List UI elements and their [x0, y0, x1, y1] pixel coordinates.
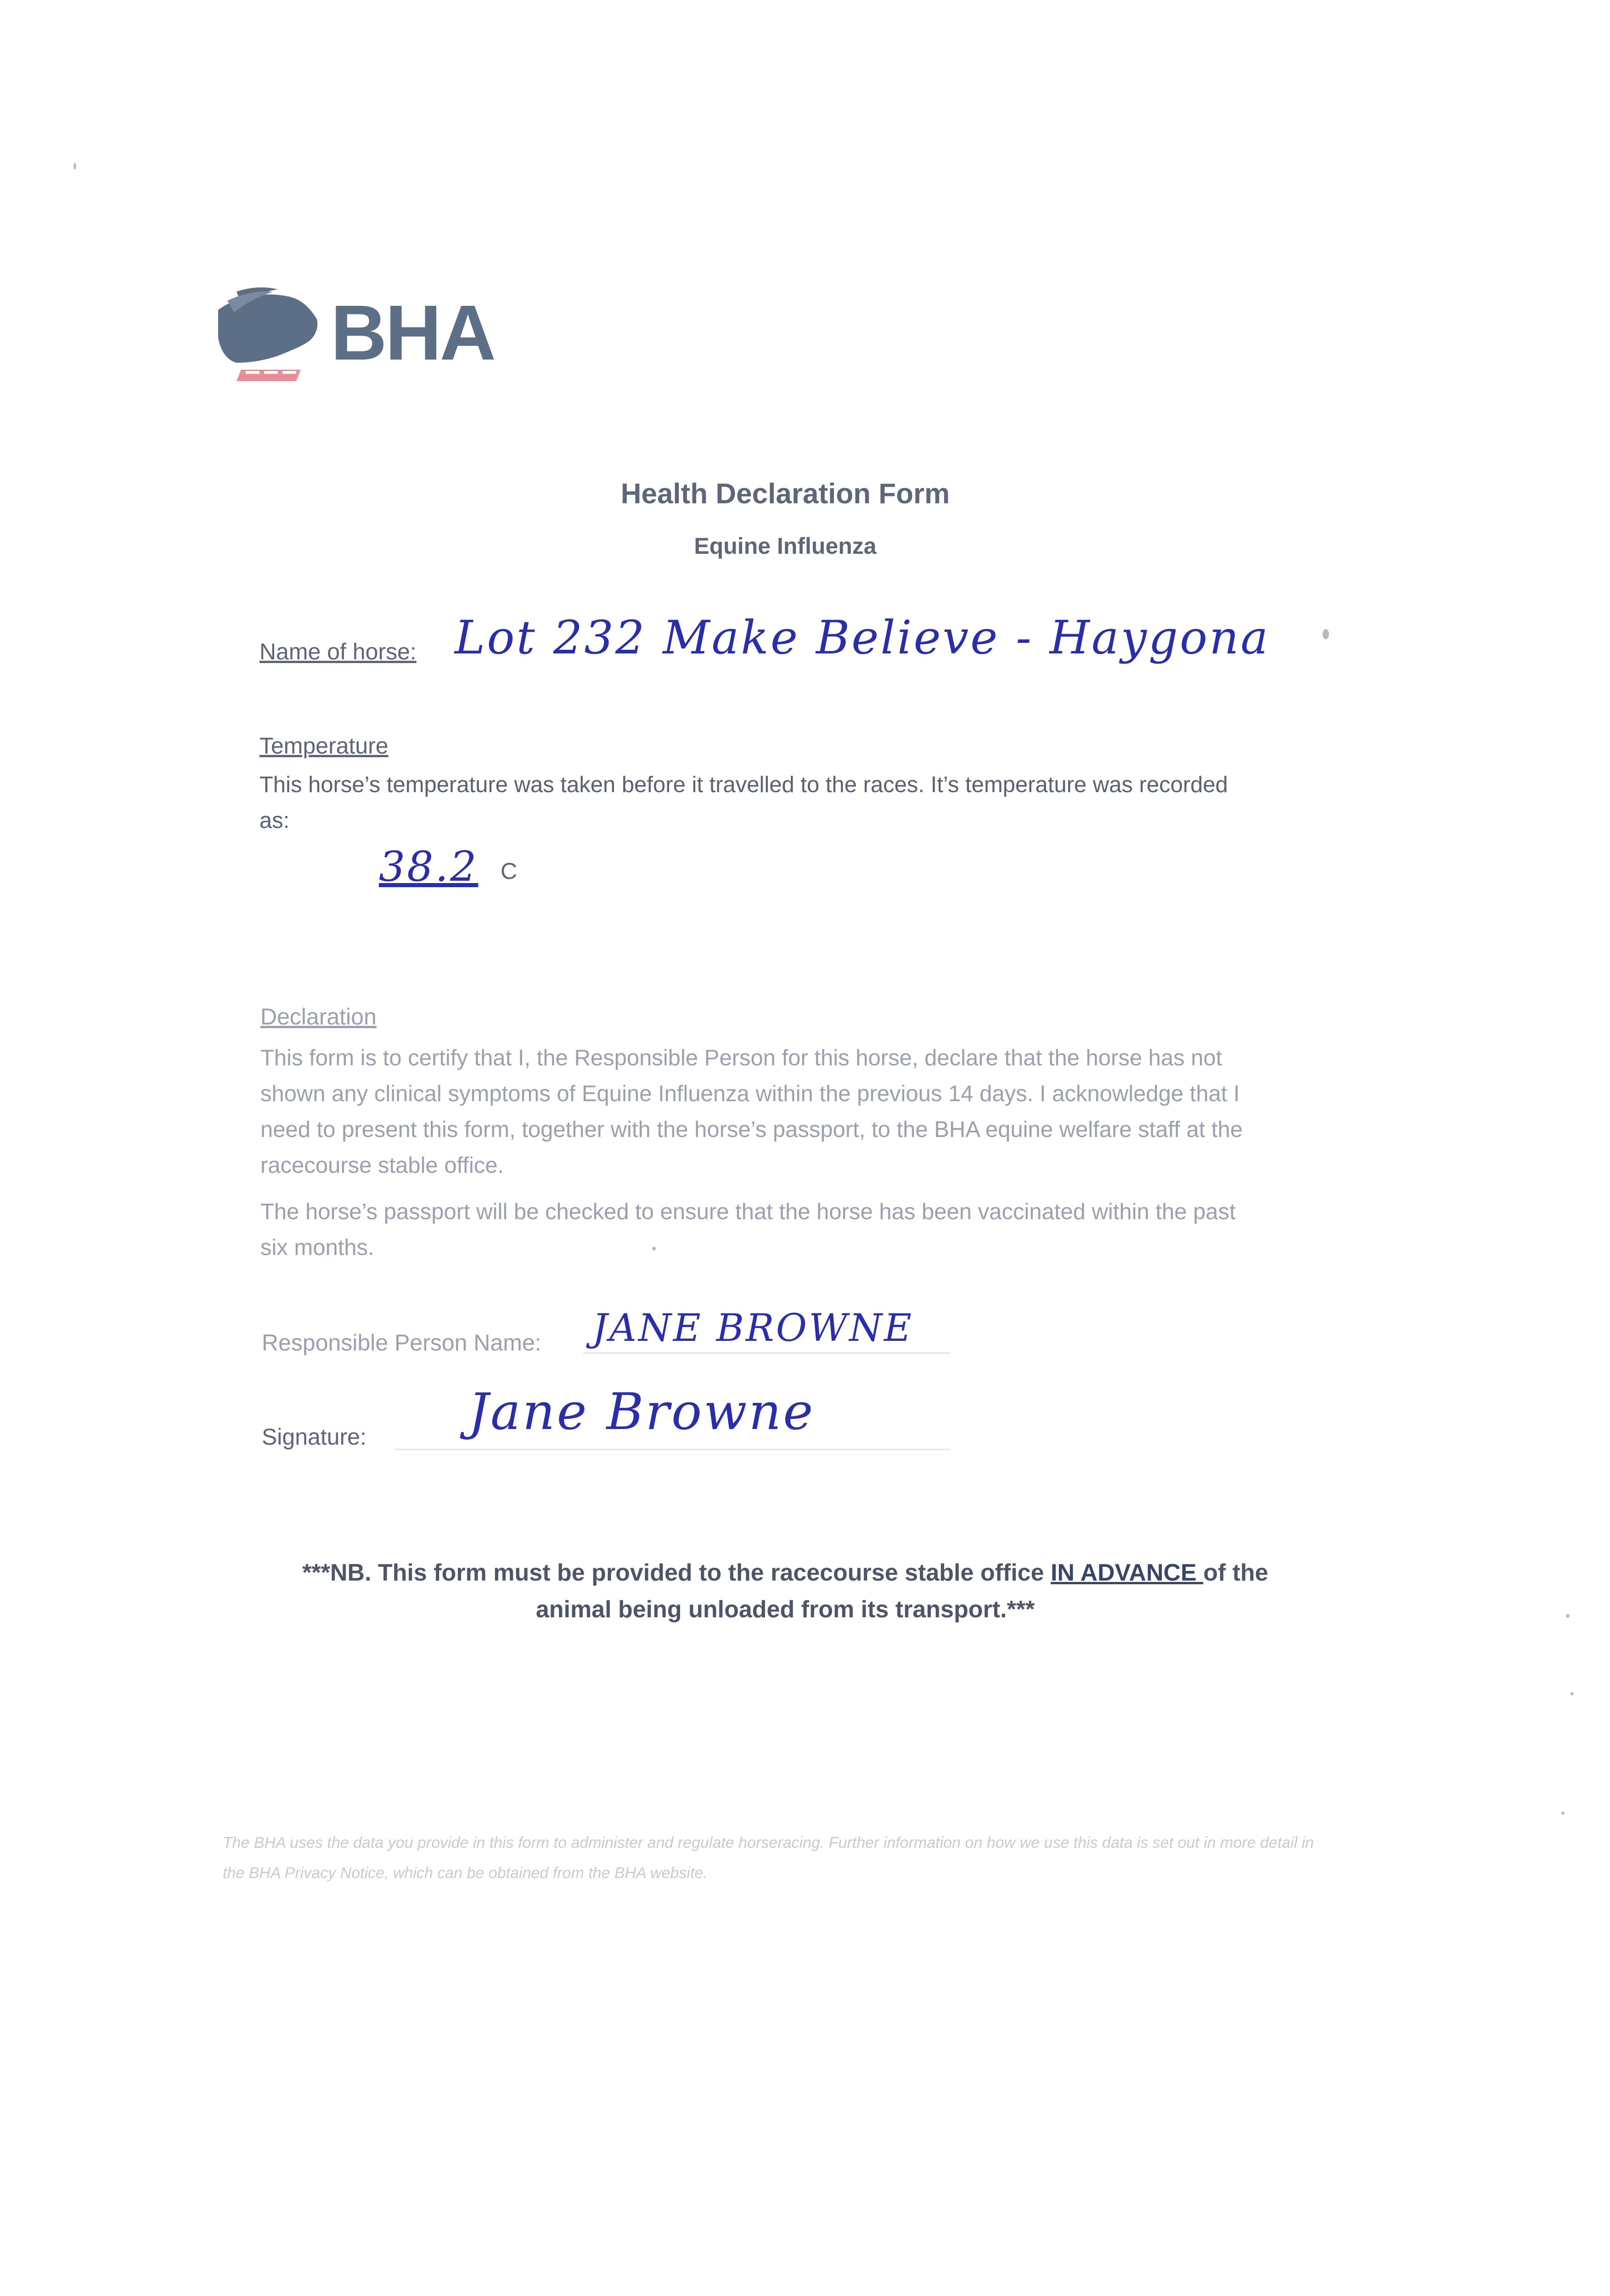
signature-value[interactable]: Jane Browne [468, 1382, 815, 1441]
signature-line [395, 1449, 951, 1450]
responsible-person-label: Responsible Person Name: [262, 1330, 541, 1356]
scan-speck [1566, 1614, 1570, 1618]
notice-prefix: ***NB. This form must be provided to the racecourse stable office [302, 1559, 1051, 1586]
notice-line-1 [0, 1554, 1571, 1591]
scan-speck [1571, 1692, 1574, 1695]
logo-text: BHA [331, 289, 495, 377]
signature-label: Signature: [262, 1424, 366, 1450]
declaration-paragraph-2: The horse’s passport will be checked to ensure that the horse has been vaccinated within the past six months. [260, 1199, 1236, 1260]
notice-emphasis: IN ADVANCE [1050, 1559, 1204, 1586]
scan-speck [1561, 1812, 1565, 1815]
temperature-heading: Temperature [259, 733, 388, 759]
responsible-person-value[interactable]: JANE BROWNE [592, 1306, 913, 1350]
responsible-person-line [583, 1352, 951, 1354]
form-subtitle: Equine Influenza [694, 533, 877, 559]
notice-suffix: of the [1203, 1559, 1268, 1586]
privacy-notice: The BHA uses the data you provide in this form to administer and regulate horseracing. Further information on how we use this data is set out in more detail in the BHA Privacy Notice, which can be obtained from the BHA website. [223, 1834, 1314, 1882]
declaration-paragraph-1: This form is to certify that I, the Responsible Person for this horse, declare that the horse has not shown any clinical symptoms of Equine Influenza within the previous 14 days. I acknowledge that I need to present this form, together with the horse’s passport, to the BHA equine welfare staff at the racecourse stable office. [260, 1046, 1243, 1178]
notice-line-2: animal being unloaded from its transport.*** [535, 1596, 1035, 1623]
temperature-text: This horse’s temperature was taken before it travelled to the races. It’s temperature was recorded as: [259, 772, 1228, 833]
form-title: Health Declaration Form [620, 478, 950, 510]
temperature-unit: C [501, 858, 518, 884]
declaration-heading: Declaration [260, 1004, 377, 1030]
temperature-value[interactable]: 38.2 [379, 843, 478, 891]
scan-speck [652, 1247, 656, 1250]
horse-name-label: Name of horse: [259, 639, 417, 664]
scan-speck [73, 163, 76, 169]
horse-name-value[interactable]: Lot 232 Make Believe - Haygona [455, 611, 1270, 664]
scan-speck [1323, 629, 1329, 639]
